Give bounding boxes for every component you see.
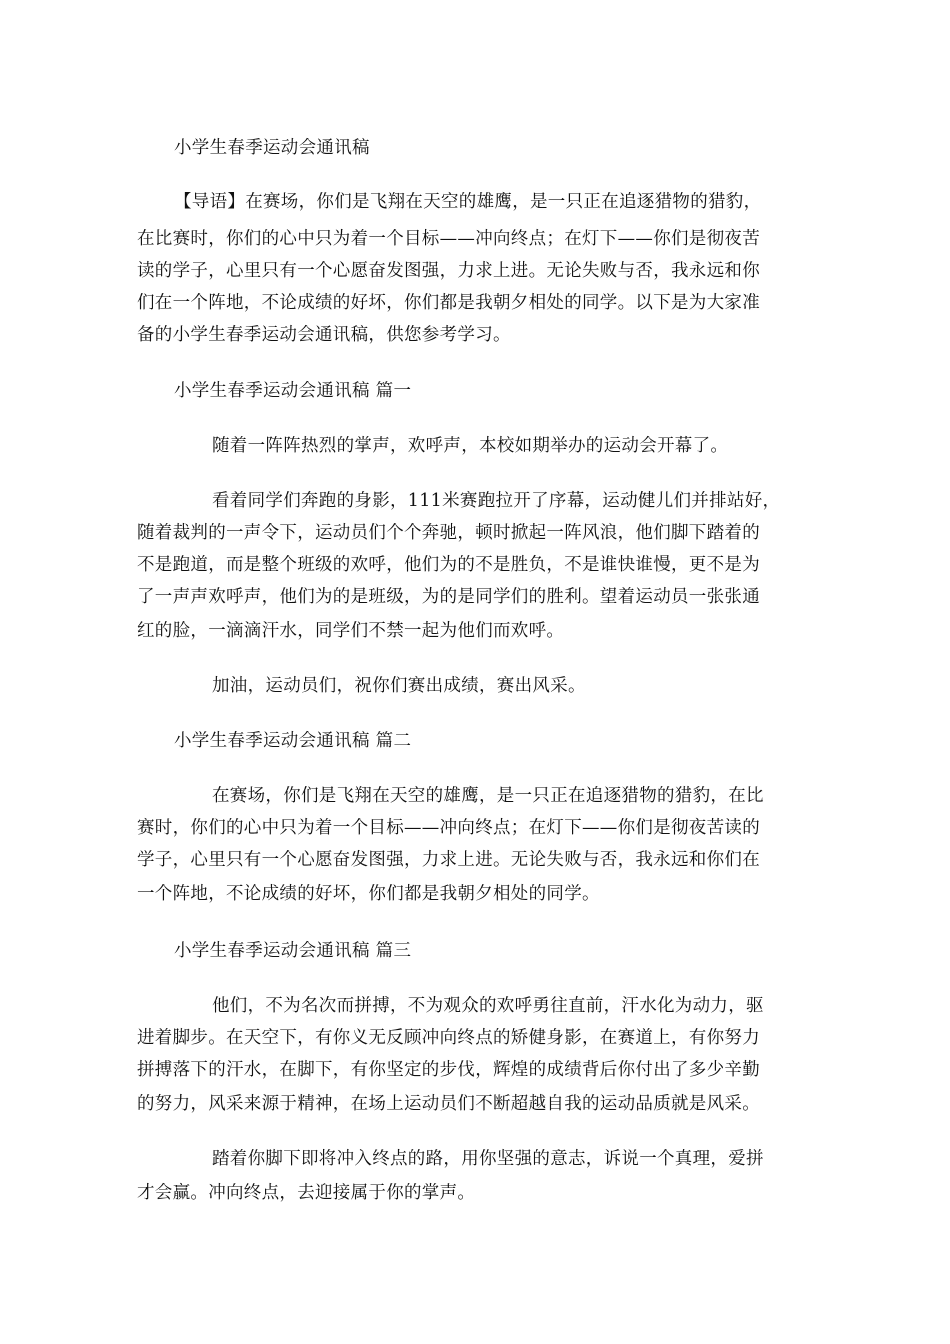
paragraph-line: 学子，心里只有一个心愿奋发图强，力求上进。无论失败与否，我永远和你们在 bbox=[137, 850, 760, 870]
paragraph-line: 看着同学们奔跑的身影，111米赛跑拉开了序幕，运动健儿们并排站好， bbox=[212, 491, 781, 511]
section-heading: 小学生春季运动会通讯稿 篇三 bbox=[174, 941, 412, 961]
paragraph-line: 红的脸，一滴滴汗水，同学们不禁一起为他们而欢呼。 bbox=[137, 621, 565, 641]
intro-line: 们在一个阵地，不论成绩的好坏，你们都是我朝夕相处的同学。以下是为大家准 bbox=[137, 293, 760, 313]
intro-line: 备的小学生春季运动会通讯稿，供您参考学习。 bbox=[137, 325, 511, 345]
paragraph-line: 随着一阵阵热烈的掌声，欢呼声，本校如期举办的运动会开幕了。 bbox=[212, 436, 729, 456]
section-heading: 小学生春季运动会通讯稿 篇一 bbox=[174, 381, 412, 401]
paragraph-line: 一个阵地，不论成绩的好坏，你们都是我朝夕相处的同学。 bbox=[137, 884, 600, 904]
paragraph-line: 在赛场，你们是飞翔在天空的雄鹰，是一只正在追逐猎物的猎豹，在比 bbox=[212, 786, 764, 806]
section-heading: 小学生春季运动会通讯稿 篇二 bbox=[174, 731, 412, 751]
paragraph-line: 进着脚步。在天空下，有你义无反顾冲向终点的矫健身影，在赛道上，有你努力 bbox=[137, 1028, 760, 1048]
paragraph-line: 踏着你脚下即将冲入终点的路，用你坚强的意志，诉说一个真理，爱拼 bbox=[212, 1149, 764, 1169]
paragraph-line: 随着裁判的一声令下，运动员们个个奔驰，顿时掀起一阵风浪，他们脚下踏着的 bbox=[137, 523, 760, 543]
paragraph-line: 的努力，风采来源于精神，在场上运动员们不断超越自我的运动品质就是风采。 bbox=[137, 1094, 760, 1114]
paragraph-line: 了一声声欢呼声，他们为的是班级，为的是同学们的胜利。望着运动员一张张通 bbox=[137, 587, 760, 607]
document-title: 小学生春季运动会通讯稿 bbox=[174, 138, 370, 158]
paragraph-line: 不是跑道，而是整个班级的欢呼，他们为的不是胜负，不是谁快谁慢，更不是为 bbox=[137, 555, 760, 575]
intro-line: 【导语】在赛场，你们是飞翔在天空的雄鹰，是一只正在追逐猎物的猎豹， bbox=[174, 192, 762, 212]
intro-line: 在比赛时，你们的心中只为着一个目标——冲向终点；在灯下——你们是彻夜苦 bbox=[137, 229, 760, 249]
intro-line: 读的学子，心里只有一个心愿奋发图强，力求上进。无论失败与否，我永远和你 bbox=[137, 261, 760, 281]
paragraph-line: 他们，不为名次而拼搏，不为观众的欢呼勇往直前，汗水化为动力，驱 bbox=[212, 996, 764, 1016]
paragraph-line: 赛时，你们的心中只为着一个目标——冲向终点；在灯下——你们是彻夜苦读的 bbox=[137, 818, 760, 838]
paragraph-line: 加油，运动员们，祝你们赛出成绩，赛出风采。 bbox=[212, 676, 586, 696]
paragraph-line: 才会赢。冲向终点，去迎接属于你的掌声。 bbox=[137, 1183, 476, 1203]
paragraph-line: 拼搏落下的汗水，在脚下，有你坚定的步伐，辉煌的成绩背后你付出了多少辛勤 bbox=[137, 1060, 760, 1080]
